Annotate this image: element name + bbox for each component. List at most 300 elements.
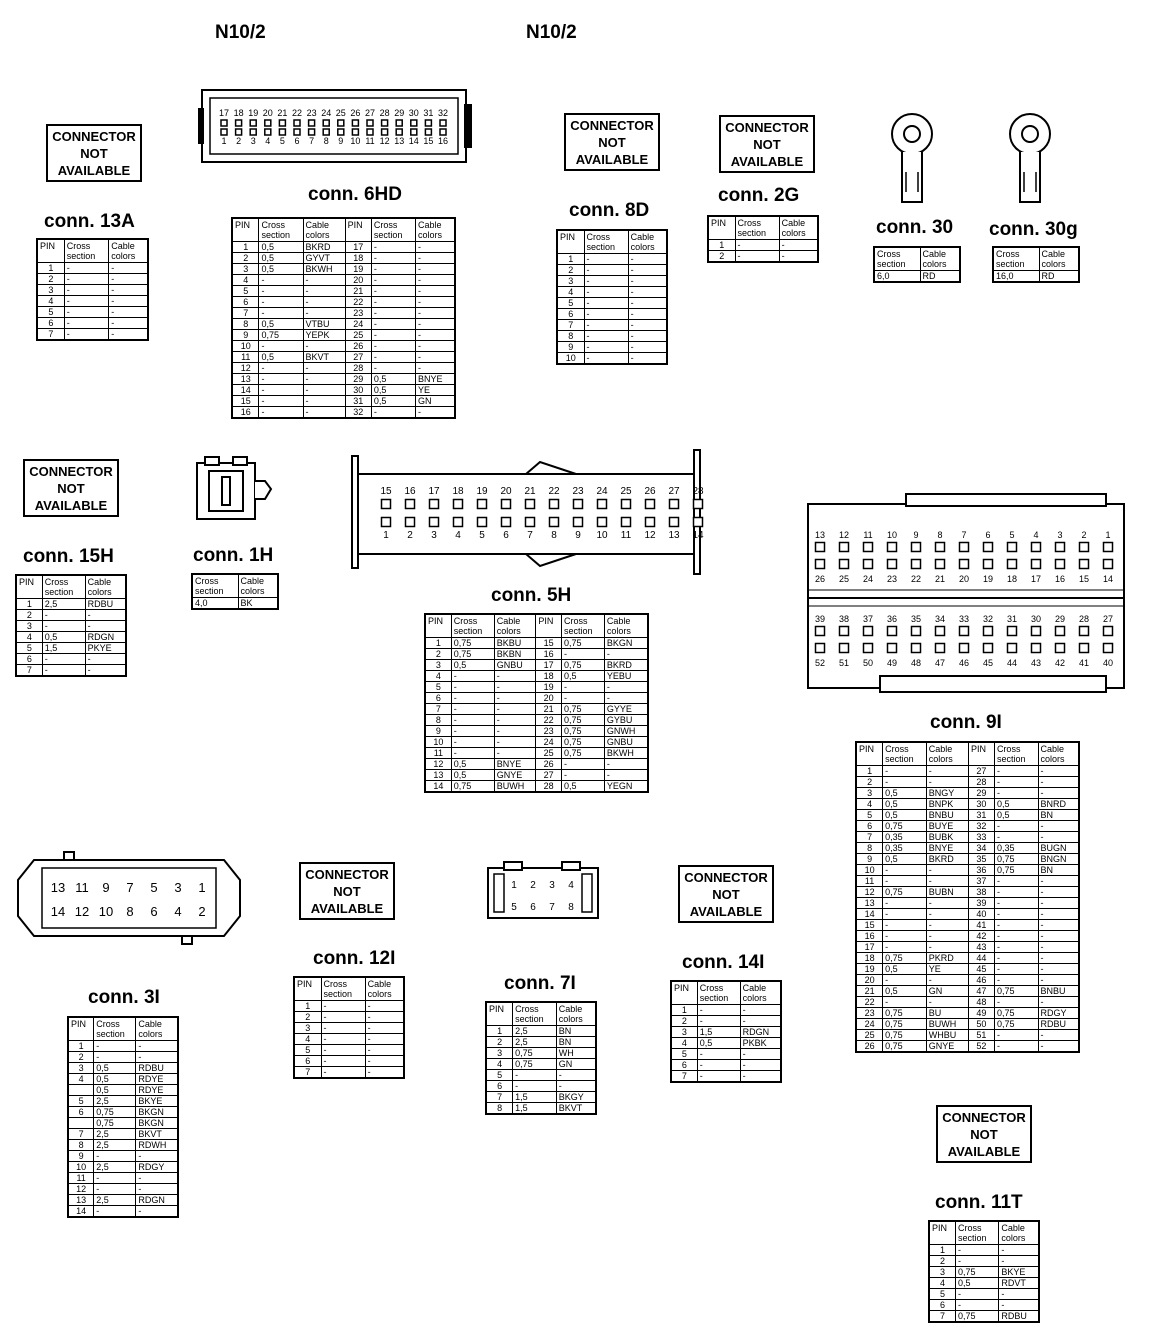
table-row: [232, 396, 455, 407]
table-cell: -: [365, 1023, 404, 1034]
pin-label: 19: [476, 486, 488, 497]
table-cell: 16: [232, 407, 259, 419]
pin-label: 28: [379, 108, 390, 118]
table-cell: 0,75: [94, 1107, 136, 1118]
table-cell: 1,5: [42, 643, 85, 654]
pin-socket: [598, 518, 607, 527]
table-cell: 12: [425, 759, 451, 770]
pin-label: 1: [221, 136, 227, 146]
table-cell: 0,75: [883, 1008, 927, 1019]
pin-label: 30: [408, 108, 419, 118]
table-cell: -: [994, 821, 1038, 832]
table-cell: BKGN: [136, 1107, 178, 1118]
pin-socket: [309, 129, 315, 135]
table-cell: BKRD: [926, 854, 968, 865]
column-header: Cable colors: [109, 239, 148, 263]
table-cell: 6: [856, 821, 883, 832]
table-cell: -: [136, 1151, 178, 1162]
title-conn-3i: conn. 3I: [88, 987, 160, 1008]
pin-label: 3: [549, 880, 555, 891]
table-cell: BKVT: [556, 1103, 596, 1115]
table-cell: 0,5: [994, 799, 1038, 810]
table-cell: -: [735, 251, 779, 263]
table-row: [68, 1118, 178, 1129]
pin-label: 22: [548, 486, 560, 497]
table-cell: -: [94, 1184, 136, 1195]
column-header: Cross section: [735, 216, 779, 240]
pin-socket: [816, 543, 825, 552]
table-cell: 10: [68, 1162, 94, 1173]
table-cell: 1: [486, 1026, 513, 1037]
table-cell: 13: [68, 1195, 94, 1206]
table-cell: 14: [425, 781, 451, 793]
table-cell: -: [697, 1071, 740, 1083]
table-cell: -: [994, 920, 1038, 931]
pin-socket: [1104, 560, 1113, 569]
table-cell: -: [956, 1256, 999, 1267]
table-cell: RDBU: [85, 599, 126, 610]
column-header: Cable colors: [604, 614, 648, 638]
table-cell: PKYE: [85, 643, 126, 654]
pin-socket: [1104, 543, 1113, 552]
pin-label: 14: [50, 904, 66, 919]
table-row: [232, 352, 455, 363]
connector-not-available-8d: CONNECTOR NOT AVAILABLE: [564, 113, 660, 171]
pin-socket: [888, 560, 897, 569]
table-row: [856, 920, 1079, 931]
title-conn-7i: conn. 7I: [504, 973, 576, 994]
pin-label: 40: [1102, 658, 1114, 668]
table-row: [856, 832, 1079, 843]
table-cell: -: [64, 296, 109, 307]
pin-socket: [478, 518, 487, 527]
table-cell: 6: [37, 318, 64, 329]
table-cell: BKBN: [494, 649, 536, 660]
pin-socket: [912, 644, 921, 653]
table-cell: 15: [232, 396, 259, 407]
table-cell: 7: [929, 1311, 956, 1323]
table-row: [232, 319, 455, 330]
table-row: [671, 1027, 781, 1038]
pin-label: 8: [937, 530, 943, 540]
table-cell: 16: [856, 931, 883, 942]
table-row: [16, 654, 126, 665]
table-cell: -: [513, 1081, 557, 1092]
table-cell: RDGY: [136, 1162, 178, 1173]
table-cell: 2: [16, 610, 42, 621]
table-cell: 3: [671, 1027, 697, 1038]
column-header: Cross section: [94, 1017, 136, 1041]
pin-socket: [526, 500, 535, 509]
pin-label: 17: [428, 486, 440, 497]
pin-label: 13: [50, 880, 66, 895]
connector-not-available-2g: CONNECTOR NOT AVAILABLE: [719, 115, 815, 173]
table-row: [37, 296, 148, 307]
pin-label: 11: [620, 530, 632, 541]
table-cell: BUWH: [926, 1019, 968, 1030]
table-cell: -: [994, 788, 1038, 799]
column-header: PIN: [68, 1017, 94, 1041]
column-header: Cable colors: [494, 614, 536, 638]
table-cell: 0,5: [94, 1085, 136, 1096]
pin-socket: [526, 518, 535, 527]
pin-socket: [1008, 543, 1017, 552]
table-cell: 8: [425, 715, 451, 726]
table-row: [425, 770, 648, 781]
pin-socket: [425, 129, 431, 135]
table-cell: -: [451, 737, 494, 748]
table-cell: 10: [232, 341, 259, 352]
table-row: [425, 748, 648, 759]
table-cell: 24: [856, 1019, 883, 1030]
table-cell: 25: [536, 748, 562, 759]
pin-socket: [864, 543, 873, 552]
table-cell: -: [883, 898, 927, 909]
table-row: [708, 240, 818, 251]
pin-socket: [1008, 644, 1017, 653]
table-cell: -: [697, 1016, 740, 1027]
pin-label: 20: [262, 108, 273, 118]
pin-socket: [1104, 644, 1113, 653]
pin-label: 22: [291, 108, 303, 118]
pin-socket: [1080, 644, 1089, 653]
table-cell: 0,5: [561, 671, 604, 682]
table-cell: -: [604, 770, 648, 781]
table-cell: 47: [968, 986, 994, 997]
pin-label: 26: [644, 486, 656, 497]
table-cell: -: [561, 770, 604, 781]
pin-socket: [221, 120, 227, 126]
table-cell: -: [697, 1060, 740, 1071]
table-row: [192, 598, 278, 610]
table-cell: -: [416, 330, 456, 341]
pin-label: 4: [265, 136, 271, 146]
table-row: [486, 1081, 596, 1092]
table-row: [929, 1245, 1039, 1256]
table-cell: -: [42, 621, 85, 632]
table-row: [232, 385, 455, 396]
pin-label: 2: [236, 136, 242, 146]
table-cell: -: [628, 353, 667, 365]
title-conn-1h: conn. 1H: [193, 545, 274, 566]
table-row: [557, 342, 667, 353]
table-cell: -: [371, 308, 415, 319]
table-cell: 0,5: [883, 964, 927, 975]
table-cell: -: [1038, 887, 1079, 898]
table-cell: 7: [68, 1129, 94, 1140]
table-cell: 0,5: [371, 396, 415, 407]
table-row: [232, 308, 455, 319]
table-cell: 15: [856, 920, 883, 931]
connector-9i-drawing: [800, 492, 1130, 702]
table-cell: 2: [68, 1052, 94, 1063]
table-row: [294, 1034, 404, 1045]
table-cell: -: [628, 309, 667, 320]
table-cell: -: [1038, 942, 1079, 953]
pin-table-30g: [992, 246, 1080, 283]
table-cell: -: [628, 342, 667, 353]
pin-label: 12: [74, 904, 90, 919]
pin-socket: [984, 627, 993, 636]
table-row: [929, 1278, 1039, 1289]
table-cell: -: [926, 898, 968, 909]
table-cell: -: [109, 329, 148, 341]
pin-table-6hd: [231, 217, 456, 419]
table-cell: 28: [968, 777, 994, 788]
pin-socket: [236, 129, 242, 135]
table-cell: -: [371, 297, 415, 308]
column-header: PIN: [856, 742, 883, 766]
pin-label: 25: [620, 486, 632, 497]
pin-label: 43: [1030, 658, 1042, 668]
table-cell: 18: [536, 671, 562, 682]
title-conn-5h: conn. 5H: [491, 585, 572, 606]
table-cell: -: [416, 341, 456, 352]
table-cell: 21: [345, 286, 371, 297]
table-row: [425, 638, 648, 649]
title-conn-13a: conn. 13A: [44, 211, 135, 232]
table-cell: 0,75: [883, 887, 927, 898]
table-row: [929, 1300, 1039, 1311]
table-cell: 2,5: [94, 1096, 136, 1107]
table-cell: GNBU: [604, 737, 648, 748]
table-cell: 1: [425, 638, 451, 649]
pin-label: 7: [527, 530, 533, 541]
table-cell: -: [584, 331, 628, 342]
table-cell: -: [94, 1206, 136, 1218]
connector-7i-drawing: [486, 858, 601, 922]
table-cell: WHBU: [926, 1030, 968, 1041]
table-row: [232, 275, 455, 286]
column-header: Cable colors: [1038, 742, 1079, 766]
pin-socket: [382, 120, 388, 126]
pin-label: 6: [503, 530, 509, 541]
table-row: [856, 942, 1079, 953]
title-conn-15h: conn. 15H: [23, 546, 114, 567]
table-row: [16, 643, 126, 654]
pin-socket: [1032, 627, 1041, 636]
pin-label: 17: [218, 108, 230, 118]
table-cell: -: [926, 920, 968, 931]
table-cell: 23: [536, 726, 562, 737]
pin-table-1h: [191, 573, 279, 610]
pin-label: 13: [814, 530, 826, 540]
table-cell: 1: [68, 1041, 94, 1052]
table-cell: PKRD: [926, 953, 968, 964]
pin-label: 27: [364, 108, 376, 118]
pin-socket: [936, 644, 945, 653]
table-cell: 0,5: [883, 986, 927, 997]
table-row: [37, 318, 148, 329]
table-cell: RDWH: [136, 1140, 178, 1151]
table-cell: 17: [856, 942, 883, 953]
table-cell: -: [883, 931, 927, 942]
table-cell: -: [303, 407, 345, 419]
table-cell: -: [604, 649, 648, 660]
table-cell: -: [64, 307, 109, 318]
pin-label: 18: [233, 108, 244, 118]
pin-socket: [294, 129, 300, 135]
pin-label: 39: [814, 614, 826, 624]
pin-label: 16: [437, 136, 449, 146]
table-cell: 51: [968, 1030, 994, 1041]
table-cell: BKYE: [136, 1096, 178, 1107]
table-cell: 28: [345, 363, 371, 374]
pin-label: 8: [568, 902, 574, 913]
table-cell: RDGN: [85, 632, 126, 643]
pin-table-14i: [670, 980, 782, 1083]
table-row: [856, 788, 1079, 799]
pin-socket: [646, 518, 655, 527]
pin-label: 22: [910, 574, 922, 584]
pin-label: 21: [524, 486, 536, 497]
pin-table-7i: [485, 1001, 597, 1115]
table-cell: -: [136, 1041, 178, 1052]
table-cell: 24: [536, 737, 562, 748]
table-cell: 3: [557, 276, 584, 287]
table-row: [425, 759, 648, 770]
pin-label: 52: [814, 658, 826, 668]
table-cell: -: [303, 297, 345, 308]
table-cell: 5: [425, 682, 451, 693]
pin-label: 4: [568, 880, 574, 891]
connector-not-available-14i: CONNECTOR NOT AVAILABLE: [678, 865, 774, 923]
table-row: [294, 1067, 404, 1079]
table-cell: -: [628, 276, 667, 287]
table-cell: BNPK: [926, 799, 968, 810]
table-cell: -: [321, 1001, 365, 1012]
pin-label: 34: [934, 614, 946, 624]
table-cell: 0,75: [513, 1048, 557, 1059]
pin-socket: [936, 543, 945, 552]
pin-label: 3: [1057, 530, 1063, 540]
table-cell: RDGY: [1038, 1008, 1079, 1019]
table-cell: 0,75: [561, 748, 604, 759]
table-cell: -: [994, 975, 1038, 986]
table-row: [486, 1037, 596, 1048]
connector-30-ring-terminal: [890, 112, 940, 212]
pin-label: 28: [1078, 614, 1090, 624]
table-cell: -: [321, 1045, 365, 1056]
table-cell: -: [779, 251, 818, 263]
table-cell: 1: [856, 766, 883, 777]
table-cell: -: [494, 748, 536, 759]
pin-socket: [694, 500, 703, 509]
table-cell: 9: [232, 330, 259, 341]
pin-socket: [294, 120, 300, 126]
pin-socket: [816, 560, 825, 569]
table-cell: 0,5: [94, 1074, 136, 1085]
table-cell: -: [64, 263, 109, 274]
table-row: [856, 975, 1079, 986]
pin-socket: [1056, 627, 1065, 636]
pin-label: 1: [511, 880, 517, 891]
table-cell: 7: [671, 1071, 697, 1083]
pin-socket: [406, 518, 415, 527]
pin-label: 21: [934, 574, 946, 584]
pin-label: 17: [1030, 574, 1042, 584]
table-row: [68, 1041, 178, 1052]
table-cell: -: [321, 1056, 365, 1067]
table-cell: 21: [856, 986, 883, 997]
table-cell: -: [956, 1289, 999, 1300]
pin-table-8d: [556, 229, 668, 365]
table-row: [425, 737, 648, 748]
pin-label: 13: [668, 530, 680, 541]
table-cell: 29: [968, 788, 994, 799]
table-cell: 22: [345, 297, 371, 308]
table-cell: -: [494, 682, 536, 693]
table-cell: 9: [68, 1151, 94, 1162]
table-cell: RDBU: [1038, 1019, 1079, 1030]
table-cell: -: [136, 1206, 178, 1218]
column-header: PIN: [929, 1221, 956, 1245]
pin-socket: [550, 518, 559, 527]
table-cell: 0,75: [994, 865, 1038, 876]
pin-socket: [694, 518, 703, 527]
table-row: [856, 887, 1079, 898]
table-row: [294, 1001, 404, 1012]
table-row: [856, 953, 1079, 964]
title-conn-11t: conn. 11T: [935, 1192, 1023, 1213]
table-cell: 10: [856, 865, 883, 876]
pin-socket: [478, 500, 487, 509]
table-cell: 12: [68, 1184, 94, 1195]
table-cell: 0,5: [883, 854, 927, 865]
pin-label: 23: [572, 486, 584, 497]
table-cell: 4: [425, 671, 451, 682]
pin-label: 16: [404, 486, 416, 497]
table-cell: -: [1038, 953, 1079, 964]
pin-label: 30: [1030, 614, 1042, 624]
table-cell: -: [303, 374, 345, 385]
table-cell: -: [1038, 788, 1079, 799]
column-header: Cable colors: [365, 977, 404, 1001]
table-cell: -: [1038, 821, 1079, 832]
pin-label: 23: [886, 574, 898, 584]
table-cell: 2: [929, 1256, 956, 1267]
table-row: [856, 821, 1079, 832]
table-row: [856, 766, 1079, 777]
table-cell: 39: [968, 898, 994, 909]
connector-1h-drawing: [195, 455, 275, 525]
pin-label: 9: [913, 530, 919, 540]
table-cell: -: [85, 654, 126, 665]
table-cell: 1: [671, 1005, 697, 1016]
column-header: PIN: [37, 239, 64, 263]
pin-socket: [912, 627, 921, 636]
table-cell: -: [561, 649, 604, 660]
table-row: [16, 621, 126, 632]
pin-socket: [367, 120, 373, 126]
pin-socket: [1080, 543, 1089, 552]
table-row: [232, 253, 455, 264]
pin-socket: [1032, 543, 1041, 552]
table-cell: -: [64, 318, 109, 329]
table-row: [557, 353, 667, 365]
table-cell: -: [94, 1151, 136, 1162]
table-row: [232, 242, 455, 253]
table-cell: 13: [232, 374, 259, 385]
table-cell: -: [109, 274, 148, 285]
table-cell: RDBU: [136, 1063, 178, 1074]
table-cell: -: [584, 342, 628, 353]
column-header: Cable colors: [136, 1017, 178, 1041]
table-cell: -: [494, 715, 536, 726]
table-cell: 6: [294, 1056, 321, 1067]
table-row: [425, 715, 648, 726]
table-cell: 3: [232, 264, 259, 275]
